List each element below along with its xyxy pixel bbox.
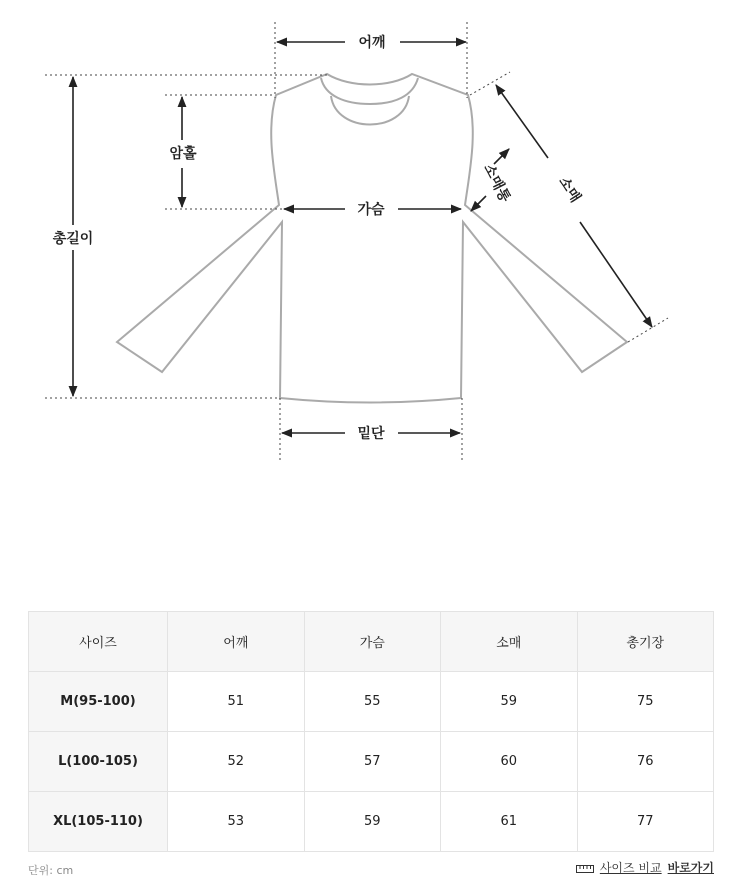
row-chest: 55 [304, 672, 441, 732]
sleeve-width-arrow-bottom [471, 196, 486, 211]
header-sleeve: 소매 [441, 612, 578, 672]
armhole-label: 암홀 [169, 146, 197, 162]
row-size: L(100-105) [29, 732, 168, 792]
ruler-icon [576, 863, 594, 873]
row-sleeve: 60 [441, 732, 578, 792]
table-row [29, 732, 714, 792]
unit-note: 단위: cm [28, 864, 74, 877]
sleeve-width-arrow-top [494, 149, 509, 164]
measure-arrows [73, 42, 652, 433]
chest-label: 가슴 [357, 202, 385, 218]
header-length: 총기장 [577, 612, 714, 672]
sleeve-width-label: 소매통 [480, 161, 513, 205]
table-row [29, 672, 714, 732]
sleeve-label: 소매 [555, 174, 584, 206]
row-sleeve: 61 [441, 792, 578, 852]
total-length-label: 총길이 [52, 231, 94, 247]
table-row [29, 792, 714, 852]
table-header-row [29, 612, 714, 672]
guide-lines [45, 22, 668, 460]
shirt-outline [117, 74, 627, 403]
size-table [28, 611, 714, 852]
header-chest: 가슴 [304, 612, 441, 672]
sleeve-arrow-top [496, 85, 548, 158]
size-compare-text[interactable]: 사이즈 비교 [599, 861, 662, 875]
row-chest: 57 [304, 732, 441, 792]
size-compare-link[interactable] [576, 859, 714, 876]
row-shoulder: 53 [168, 792, 305, 852]
row-length: 76 [577, 732, 714, 792]
row-size: XL(105-110) [29, 792, 168, 852]
shoulder-label: 어깨 [358, 35, 386, 51]
hem-label: 밑단 [357, 426, 385, 442]
row-length: 77 [577, 792, 714, 852]
row-shoulder: 52 [168, 732, 305, 792]
row-size: M(95-100) [29, 672, 168, 732]
header-size: 사이즈 [29, 612, 168, 672]
row-chest: 59 [304, 792, 441, 852]
row-length: 75 [577, 672, 714, 732]
header-shoulder: 어깨 [168, 612, 305, 672]
row-shoulder: 51 [168, 672, 305, 732]
row-sleeve: 59 [441, 672, 578, 732]
go-now-text[interactable]: 바로가기 [667, 861, 714, 875]
